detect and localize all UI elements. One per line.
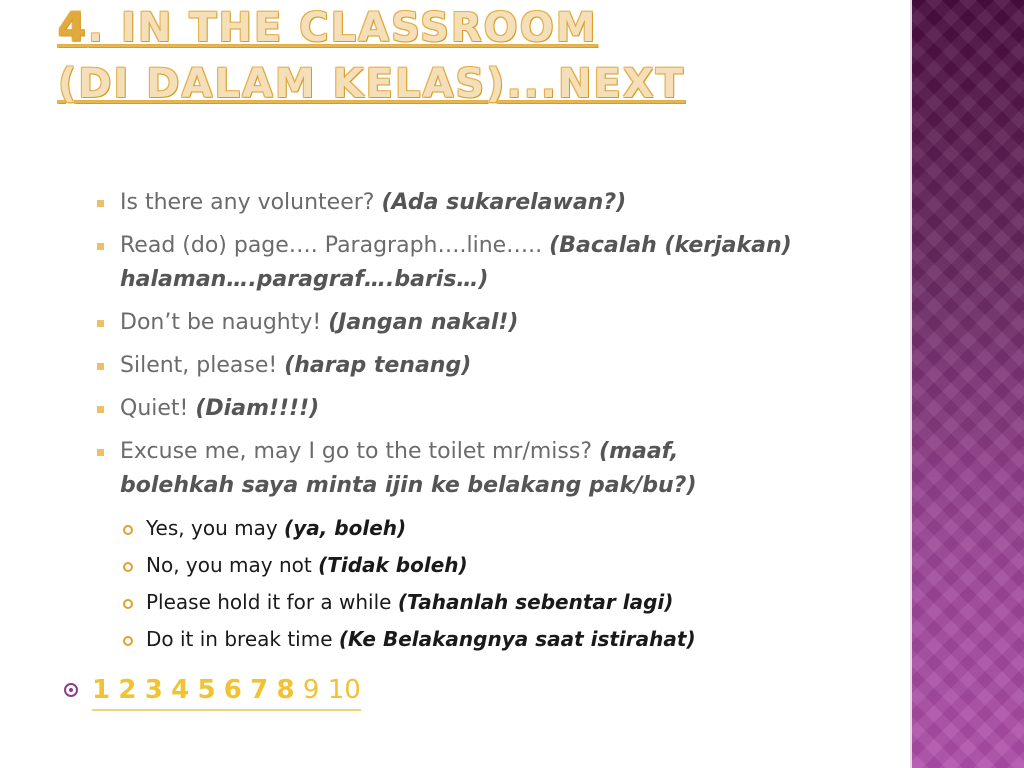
- page-link-3[interactable]: 3: [144, 675, 163, 705]
- list-item: [96, 186, 796, 220]
- page-link-7[interactable]: 7: [250, 675, 269, 705]
- reply-text: Please hold it for a while: [146, 590, 398, 614]
- phrase-translation: (Diam!!!!): [195, 396, 320, 421]
- sub-list-item: [96, 512, 796, 545]
- reply-text: No, you may not: [146, 553, 319, 577]
- sub-list-item: [96, 586, 796, 619]
- phrase-translation: (Jangan nakal!): [328, 310, 519, 335]
- radio-bullet-icon: [64, 683, 78, 697]
- page-link-4[interactable]: 4: [171, 675, 190, 705]
- slide-title: [58, 0, 685, 112]
- page-link-1[interactable]: 1: [92, 675, 111, 705]
- phrase-text: Read (do) page…. Paragraph….line…..: [120, 233, 550, 258]
- phrase-text: Is there any volunteer?: [120, 190, 382, 215]
- square-bullet-icon: [97, 243, 104, 250]
- page-link-8[interactable]: 8: [276, 675, 295, 705]
- square-bullet-icon: [97, 406, 104, 413]
- reply-translation: (Ke Belakangnya saat istirahat): [338, 627, 696, 651]
- list-item: [96, 349, 796, 383]
- title-line-1: [58, 0, 598, 56]
- page-link-5[interactable]: 5: [197, 675, 216, 705]
- phrase-text: Silent, please!: [120, 353, 285, 378]
- list-item: [96, 435, 796, 503]
- list-item: [96, 306, 796, 340]
- sub-list-item: [96, 623, 796, 656]
- square-bullet-icon: [97, 449, 104, 456]
- sub-list-item: [96, 549, 796, 582]
- title-line-2: (DI DALAM KELAS)...NEXT: [58, 61, 685, 107]
- title-line-1-text: . IN THE CLASSROOM: [87, 5, 598, 51]
- circle-bullet-icon: [123, 599, 133, 609]
- reply-translation: (Tahanlah sebentar lagi): [397, 590, 674, 614]
- phrase-translation: (maaf, bolehkah saya minta ijin ke belakang pak/bu?): [120, 439, 697, 498]
- phrase-text: Excuse me, may I go to the toilet mr/miss?: [120, 439, 600, 464]
- page-link-10[interactable]: 10: [327, 675, 361, 705]
- slide-content: [96, 186, 796, 660]
- phrase-translation: (Ada sukarelawan?): [381, 190, 627, 215]
- page-link-2[interactable]: 2: [118, 675, 137, 705]
- square-bullet-icon: [97, 363, 104, 370]
- reply-text: Do it in break time: [146, 627, 339, 651]
- square-bullet-icon: [97, 320, 104, 327]
- title-number: 4: [58, 5, 88, 51]
- reply-translation: (ya, boleh): [284, 516, 407, 540]
- page-link-6[interactable]: 6: [223, 675, 242, 705]
- circle-bullet-icon: [123, 562, 133, 572]
- reply-text: Yes, you may: [146, 516, 285, 540]
- page-link-9[interactable]: 9: [302, 675, 320, 705]
- list-item: [96, 392, 796, 426]
- phrase-translation: (harap tenang): [284, 353, 472, 378]
- decorative-side-panel: [912, 0, 1024, 768]
- circle-bullet-icon: [123, 525, 133, 535]
- phrase-text: Don’t be naughty!: [120, 310, 329, 335]
- square-bullet-icon: [97, 200, 104, 207]
- reply-translation: (Tidak boleh): [318, 553, 468, 577]
- circle-bullet-icon: [123, 636, 133, 646]
- page-links: [92, 671, 361, 711]
- phrase-text: Quiet!: [120, 396, 196, 421]
- phrase-translation: (Bacalah (kerjakan) halaman….paragraf….baris…): [120, 233, 792, 292]
- list-item: [96, 229, 796, 297]
